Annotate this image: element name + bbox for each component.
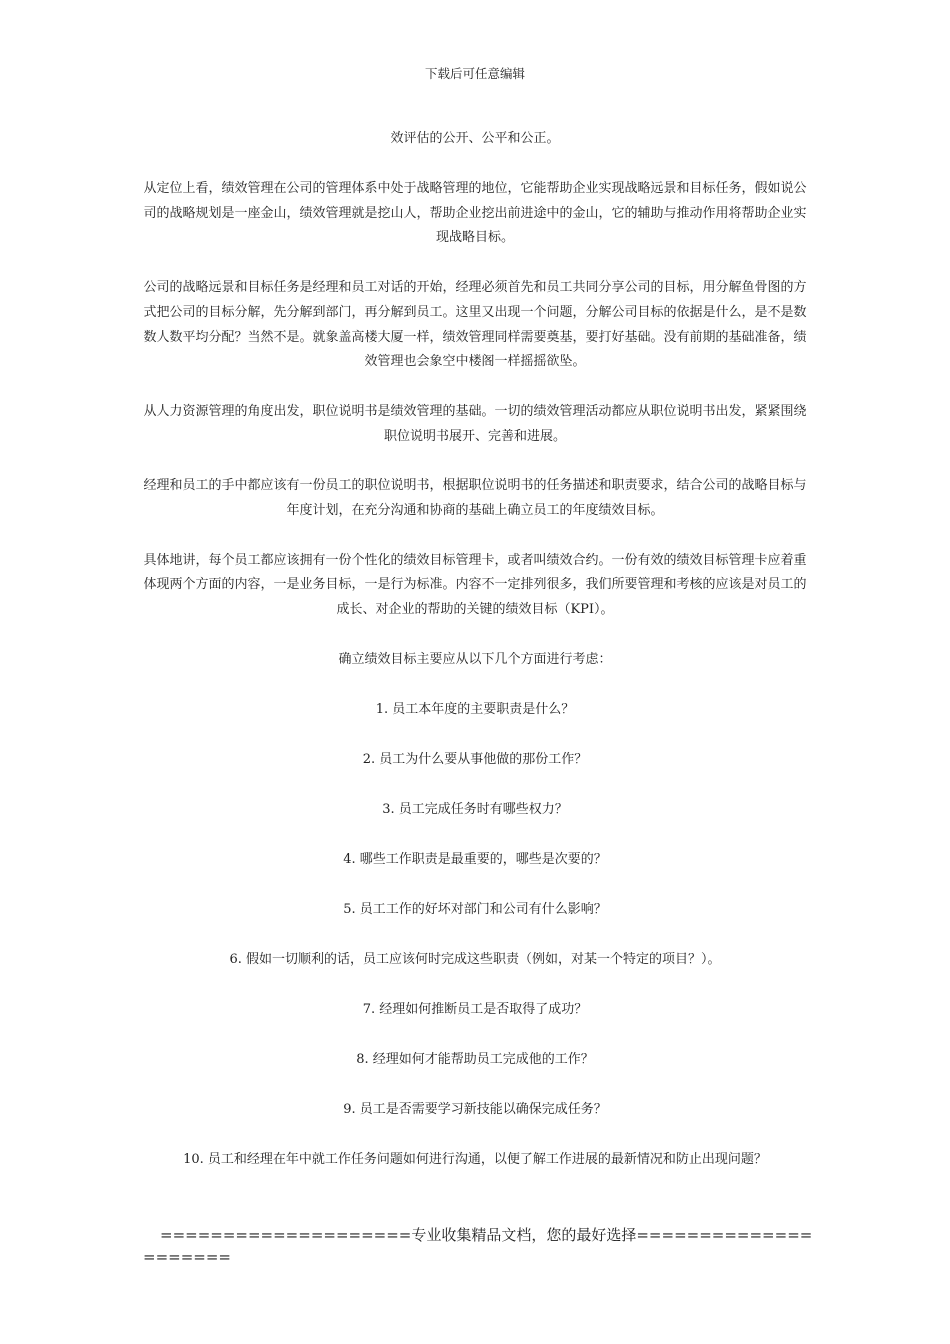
question-item-2: 2. 员工为什么要从事他做的那份工作？ [362, 751, 588, 767]
paragraph-evaluation-fairness: 效评估的公开、公平和公正。 [390, 131, 560, 146]
question-item-7: 7. 经理如何推断员工是否取得了成功？ [362, 1001, 588, 1017]
header-note: 下载后可任意编辑 [424, 66, 525, 81]
question-item-8: 8. 经理如何才能帮助员工完成他的工作？ [356, 1051, 594, 1067]
document-body [142, 127, 808, 1198]
question-item-4: 4. 哪些工作职责是最重要的，哪些是次要的？ [343, 851, 607, 867]
question-item-9: 9. 员工是否需要学习新技能以确保完成任务？ [343, 1101, 607, 1117]
question-item-3: 3. 员工完成任务时有哪些权力？ [382, 801, 568, 817]
paragraph-goal-decomposition: 公司的战略远景和目标任务是经理和员工对话的开始，经理必须首先和员工共同分享公司的目标，用分解鱼骨图的方式把公司的目标分解，先分解到部门，再分解到员工。这里又出现一个问题，分解公司目标的依据是什么，是不是数数人数平均分配？当然不是。就象盖高楼大厦一样，绩效管理同样需要奠基，要打好基础。没有前期的基础准备，绩效管理也会象空中楼阁一样摇摇欲坠。 [143, 280, 807, 370]
footer-banner [143, 1224, 813, 1268]
paragraph-annual-targets: 经理和员工的手中都应该有一份员工的职位说明书，根据职位说明书的任务描述和职责要求，结合公司的战略目标与年度计划，在充分沟通和协商的基础上确立员工的年度绩效目标。 [143, 478, 807, 519]
question-item-5: 5. 员工工作的好坏对部门和公司有什么影响？ [343, 901, 607, 917]
question-item-6: 6. 假如一切顺利的话，员工应该何时完成这些职责（例如，对某一个特定的项目？）。 [229, 951, 721, 967]
paragraph-strategic-position: 从定位上看，绩效管理在公司的管理体系中处于战略管理的地位，它能帮助企业实现战略远景和目标任务，假如说公司的战略规划是一座金山，绩效管理就是挖山人，帮助企业挖出前进途中的金山，它的辅助与推动作用将帮助企业实现战略目标。 [143, 181, 807, 246]
paragraph-job-description-basis: 从人力资源管理的角度出发，职位说明书是绩效管理的基础。一切的绩效管理活动都应从职位说明书出发，紧紧围绕职位说明书展开、完善和进展。 [143, 403, 807, 444]
paragraph-considerations-intro: 确立绩效目标主要应从以下几个方面进行考虑： [338, 651, 612, 667]
paragraph-performance-card: 具体地讲，每个员工都应该拥有一份个性化的绩效目标管理卡，或者叫绩效合约。一份有效的绩效目标管理卡应着重体现两个方面的内容，一是业务目标，一是行为标准。内容不一定排列很多，我们所要管理和考核的应该是对员工的成长、对企业的帮助的关键的绩效目标（KPI）。 [143, 552, 807, 618]
question-item-1: 1. 员工本年度的主要职责是什么？ [375, 701, 575, 717]
footer-banner-text: ====================专业收集精品文档，您的最好选择===================== [143, 1226, 813, 1266]
question-item-10: 10. 员工和经理在年中就工作任务问题如何进行沟通，以便了解工作进展的最新情况和防止出现问题？ [183, 1151, 767, 1167]
